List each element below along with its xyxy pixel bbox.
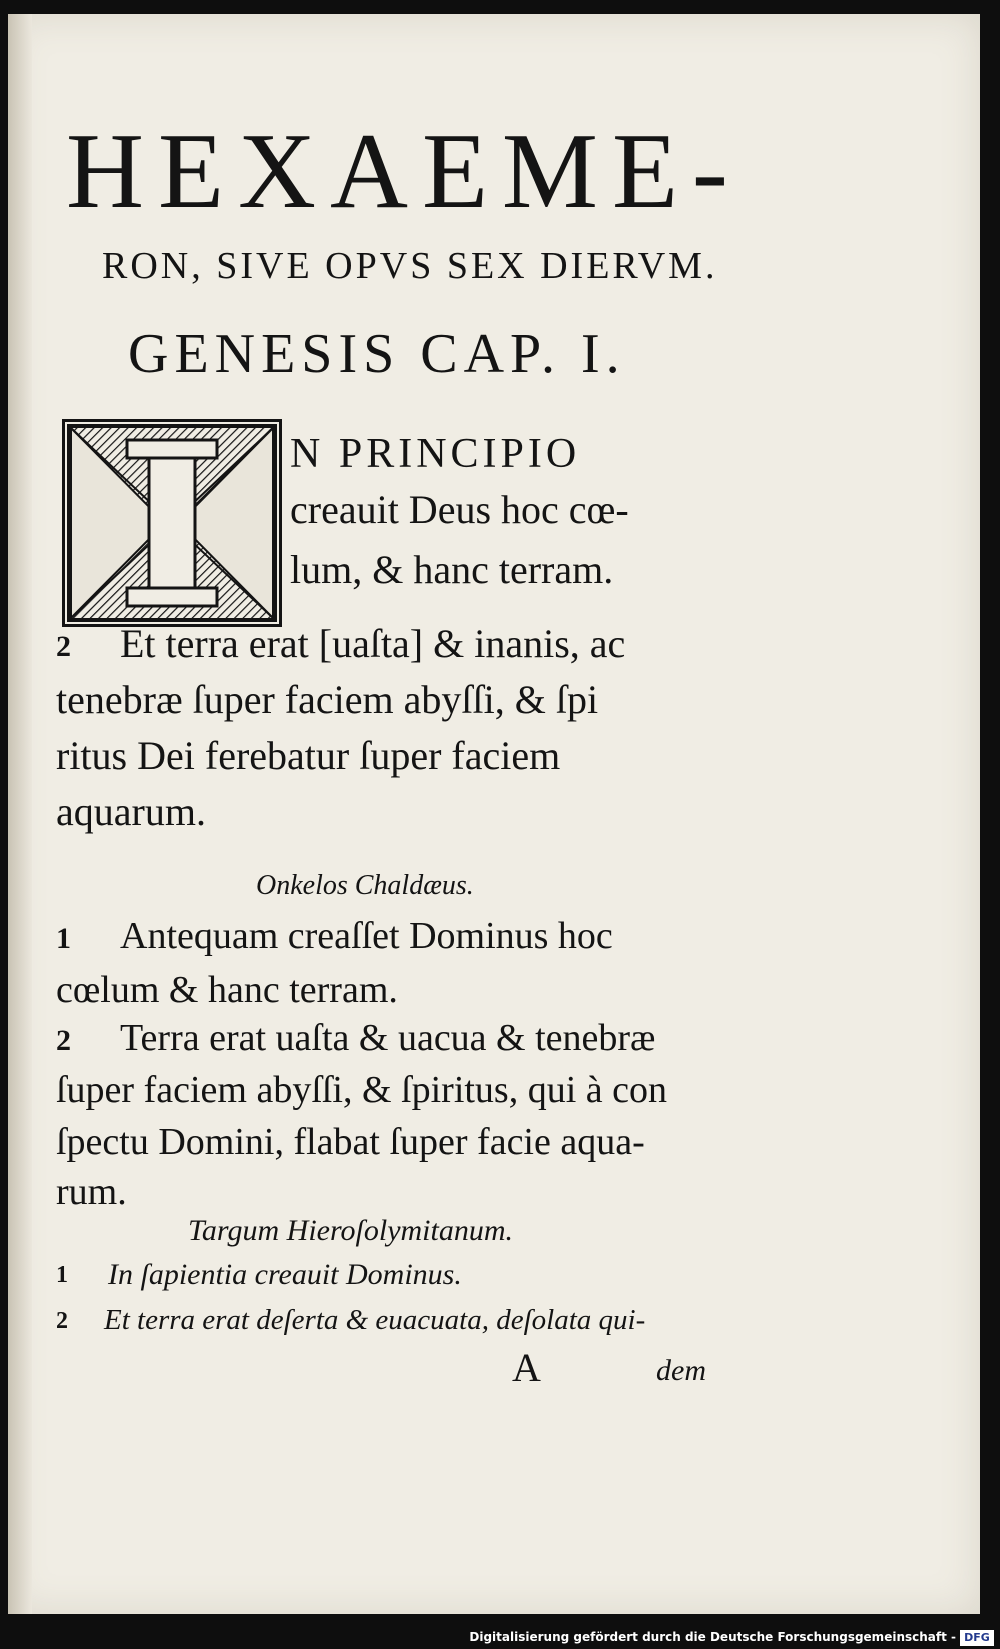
vulgate-verse-2-line-2: tenebræ ſuper faciem abyſſi, & ſpi	[56, 677, 599, 722]
decorated-initial	[62, 419, 282, 627]
onkelos-heading: Onkelos Chaldæus.	[256, 870, 474, 901]
targum-verse-2-number: 2	[56, 1308, 68, 1334]
binding-edge	[8, 14, 32, 1614]
title-line-1: HEXAEME-	[66, 112, 742, 231]
signature-mark: A	[512, 1345, 541, 1390]
onkelos-verse-1-line-2: cœlum & hanc terram.	[56, 969, 398, 1011]
onkelos-verse-2-number: 2	[56, 1024, 71, 1057]
vulgate-verse-2-number: 2	[56, 630, 71, 663]
targum-verse-1-line: In ſapientia creauit Dominus.	[108, 1258, 462, 1291]
onkelos-verse-2-line-3: ſpectu Domini, flabat ſuper facie aqua-	[56, 1121, 645, 1163]
vulgate-line-1: N PRINCIPIO	[290, 431, 581, 477]
onkelos-verse-2-line-2: ſuper faciem abyſſi, & ſpiritus, qui à con	[56, 1069, 668, 1111]
vulgate-verse-2-line-1: Et terra erat [uaſta] & inanis, ac	[120, 621, 626, 666]
dfg-logo: DFG	[960, 1630, 994, 1646]
onkelos-verse-1-number: 1	[56, 922, 71, 955]
targum-verse-2-line: Et terra erat deſerta & euacuata, deſolata qui-	[104, 1304, 646, 1336]
footer-credit: Digitalisierung gefördert durch die Deutsche Forschungsgemeinschaft -	[469, 1630, 956, 1644]
vulgate-verse-2-line-4: aquarum.	[56, 789, 206, 834]
chapter-heading: GENESIS CAP. I.	[128, 323, 626, 385]
targum-verse-1-number: 1	[56, 1262, 68, 1288]
footer-bar	[0, 1628, 1000, 1649]
catchword: dem	[656, 1354, 706, 1387]
onkelos-verse-2-line-1: Terra erat uaſta & uacua & tenebræ	[120, 1017, 656, 1059]
woodcut-initial-graphic	[65, 422, 279, 624]
onkelos-verse-2-line-4: rum.	[56, 1171, 127, 1213]
onkelos-verse-1-line-1: Antequam creaſſet Dominus hoc	[120, 915, 613, 957]
vulgate-line-3: lum, & hanc terram.	[290, 547, 614, 592]
vulgate-line-2: creauit Deus hoc cœ-	[290, 487, 629, 532]
title-line-2: RON, SIVE OPVS SEX DIERVM.	[102, 245, 718, 287]
book-page	[8, 14, 980, 1614]
vulgate-verse-2-line-3: ritus Dei ferebatur ſuper faciem	[56, 733, 561, 778]
targum-heading: Targum Hieroſolymitanum.	[188, 1214, 514, 1247]
